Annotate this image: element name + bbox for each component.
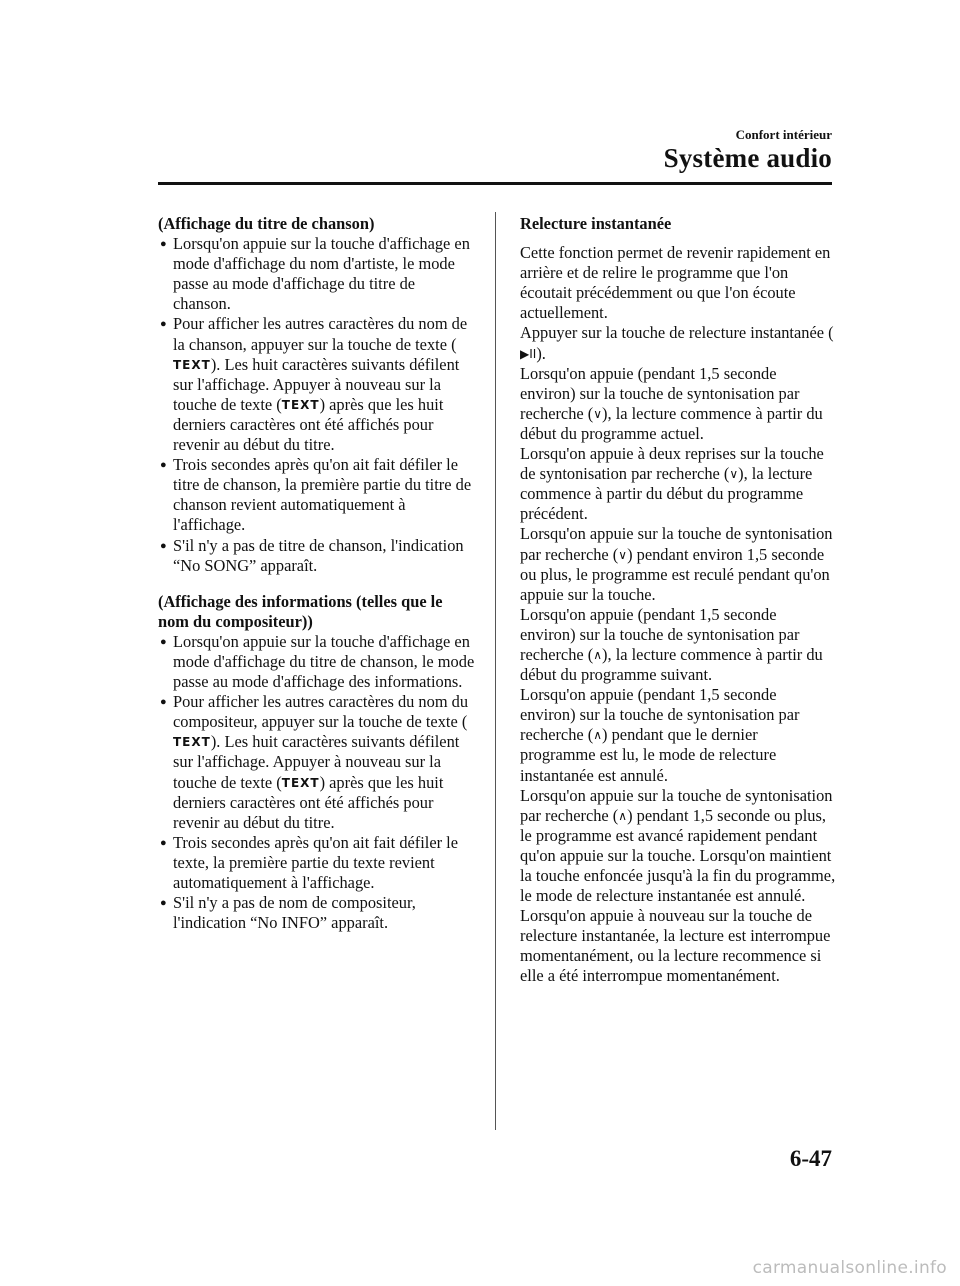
list-item: ● Trois secondes après qu'on ait fait défiler le texte, la première partie du texte revient automatiquement à l'affichage.: [160, 832, 459, 892]
left-column: [158, 214, 476, 933]
bullet-icon: ●: [160, 897, 167, 910]
watermark: carmanualsonline.info: [752, 1258, 947, 1278]
bullet-icon: ●: [160, 635, 167, 648]
bullet-icon: ●: [160, 696, 167, 709]
info-heading: (Affichage des informations (telles que le nom du compositeur)): [158, 591, 443, 631]
chevron-down-icon: ∨: [593, 406, 603, 421]
instant-replay-heading: Relecture instantanée: [520, 214, 672, 233]
list-item: ● Lorsqu'on appuie sur la touche d'affichage en mode d'affichage du nom d'artiste, le mode passe au mode d'affichage du titre de chanson.: [160, 234, 470, 314]
song-bullet-list: [158, 234, 476, 576]
play-pause-icon: ▶II: [520, 346, 537, 361]
list-item: ● Trois secondes après qu'on ait fait défiler le titre de chanson, la première partie du titre de chanson revient automatiquement à l'affichage.: [160, 455, 472, 535]
bullet-icon: ●: [160, 238, 167, 251]
header-rule: [158, 182, 832, 185]
list-item: ● Pour afficher les autres caractères du nom de la chanson, appuyer sur la touche de texte (TEXT). Les huit caractères suivants défilent sur l'affichage. Appuyer à nouveau sur la touche de texte (TEXT) après que les huit derniers caractères ont été affichés pour revenir au début du titre.: [160, 314, 468, 455]
list-item: ● S'il n'y a pas de titre de chanson, l'indication “No SONG” apparaît.: [160, 535, 464, 575]
text-button-symbol: TEXT: [281, 775, 320, 790]
text-button-symbol: TEXT: [173, 735, 211, 750]
bullet-icon: ●: [160, 318, 167, 331]
chevron-up-icon: ∧: [593, 647, 603, 662]
bullet-icon: ●: [160, 836, 167, 849]
chevron-down-icon: ∨: [618, 547, 628, 562]
song-title-heading: (Affichage du titre de chanson): [158, 214, 375, 233]
page-number: 6-47: [789, 1146, 832, 1171]
text-button-symbol: TEXT: [281, 397, 320, 412]
bullet-icon: ●: [160, 459, 167, 472]
chevron-up-icon: ∧: [593, 728, 603, 743]
chevron-up-icon: ∧: [618, 808, 628, 823]
bullet-icon: ●: [160, 539, 167, 552]
page-title: Système audio: [663, 143, 832, 173]
list-item: ● Pour afficher les autres caractères du nom du compositeur, appuyer sur la touche de texte (TEXT). Les huit caractères suivants défilent sur l'affichage. Appuyer à nouveau sur la touche de texte (TEXT) après que les huit derniers caractères ont été affichés pour revenir au début du titre.: [160, 692, 469, 832]
body-paragraph: Cette fonction permet de revenir rapidement en arrière et de relire le programme que l'on écoutait précédemment ou que l'on écoute actuellement. Appuyer sur la touche de relecture instantanée (▶II). Lorsqu'on appuie (pendant 1,5 seconde environ) sur la touche de syntonisation par recherche (∨), la lecture commence à partir du début du programme actuel. Lorsqu'on appuie à deux reprises sur la touche de syntonisation par recherche (∨), la lecture commence à partir du début du programme précédent. Lorsqu'on appuie sur la touche de syntonisation par recherche (∨) pendant environ 1,5 seconde ou plus, le programme est reculé pendant qu'on appuie sur la touche. Lorsqu'on appuie (pendant 1,5 seconde environ) sur la touche de syntonisation par recherche (∧), la lecture commence à partir du début du programme suivant. Lorsqu'on appuie (pendant 1,5 seconde environ) sur la touche de syntonisation par recherche (∧) pendant que le dernier programme est lu, le mode de relecture instantanée est annulé. Lorsqu'on appuie sur la touche de syntonisation par recherche (∧) pendant 1,5 seconde ou plus, le programme est avancé rapidement pendant qu'on appuie sur la touche. Lorsqu'on maintient la touche enfoncée jusqu'à la fin du programme, le mode de relecture instantanée est annulé. Lorsqu'on appuie à nouveau sur la touche de relecture instantanée, la lecture est interrompue momentanément, ou la lecture recommence si elle a été interrompue momentanément.: [520, 243, 836, 986]
list-item: ● S'il n'y a pas de nom de compositeur, l'indication “No INFO” apparaît.: [160, 893, 416, 933]
text-button-symbol: TEXT: [173, 357, 211, 372]
chevron-down-icon: ∨: [729, 467, 739, 482]
section-label: Confort intérieur: [735, 127, 832, 142]
info-bullet-list: [158, 632, 476, 933]
right-column: [518, 214, 836, 987]
column-divider: [495, 212, 496, 1130]
list-item: ● Lorsqu'on appuie sur la touche d'affichage en mode d'affichage du titre de chanson, le mode passe au mode d'affichage des informations.: [160, 631, 475, 692]
